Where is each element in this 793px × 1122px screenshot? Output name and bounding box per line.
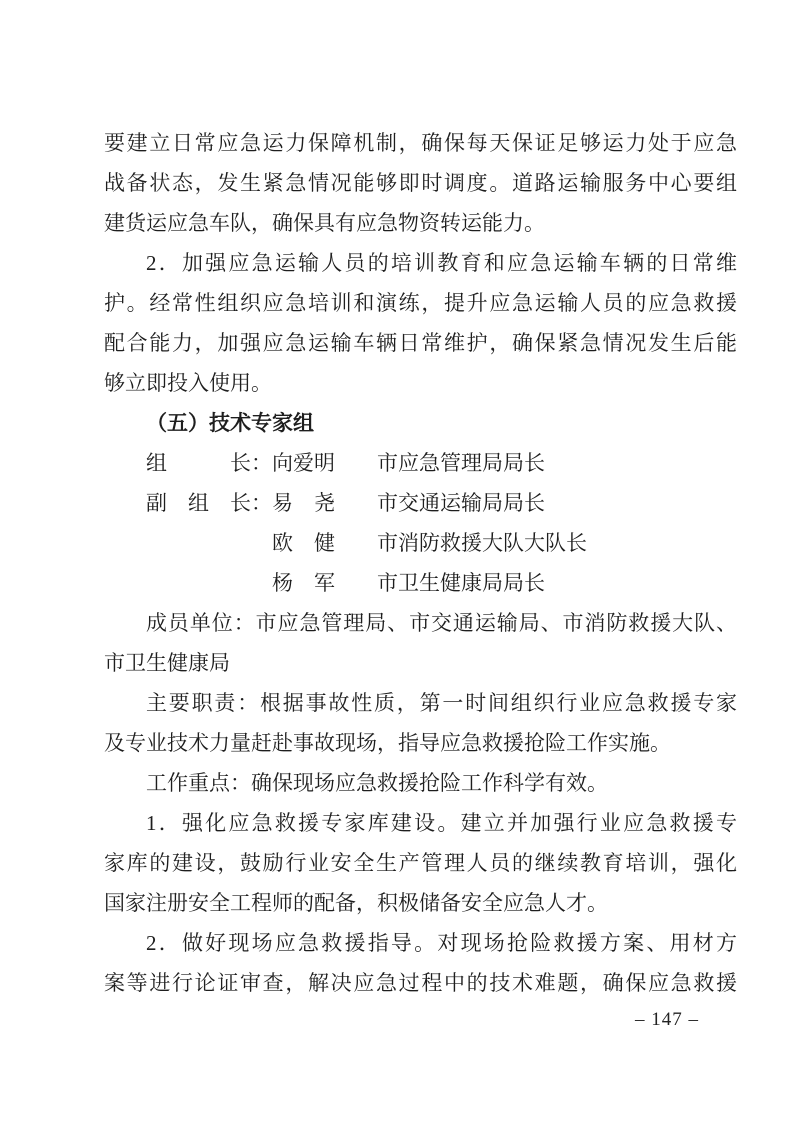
text-line: 战备状态，发生紧急情况能够即时调度。道路运输服务中心要组	[104, 171, 737, 195]
text-line: 工作重点：确保现场应急救援抢险工作科学有效。	[146, 771, 608, 795]
text-line: 建货运应急车队，确保具有应急物资转运能力。	[104, 211, 545, 235]
text-line: 国家注册安全工程师的配备，积极储备安全应急人才。	[104, 891, 608, 915]
text-line: 市卫生健康局	[104, 651, 230, 675]
text-line: 杨 军 市卫生健康局局长	[146, 571, 545, 595]
text-line: 2．做好现场应急救援指导。对现场抢险救援方案、用材方	[146, 931, 737, 955]
text-block	[104, 123, 737, 1003]
text-line: 主要职责：根据事故性质，第一时间组织行业应急救援专家	[146, 691, 737, 715]
text-line: 1．强化应急救援专家库建设。建立并加强行业应急救援专	[146, 811, 737, 835]
text-line: 欧 健 市消防救援大队大队长	[146, 531, 587, 555]
text-line: 护。经常性组织应急培训和演练，提升应急运输人员的应急救援	[104, 291, 737, 315]
page-number: – 147 –	[635, 1009, 699, 1030]
text-line: 配合能力，加强应急运输车辆日常维护，确保紧急情况发生后能	[104, 331, 737, 355]
text-line: 副 组 长：易 尧 市交通运输局局长	[146, 491, 545, 515]
text-line: 家库的建设，鼓励行业安全生产管理人员的继续教育培训，强化	[104, 851, 737, 875]
text-line: （五）技术专家组	[146, 411, 314, 435]
text-line: 成员单位：市应急管理局、市交通运输局、市消防救援大队、	[146, 611, 737, 635]
text-line: 2．加强应急运输人员的培训教育和应急运输车辆的日常维	[146, 251, 737, 275]
text-line: 够立即投入使用。	[104, 371, 272, 395]
text-line: 组 长：向爱明 市应急管理局局长	[146, 451, 545, 475]
text-line: 及专业技术力量赶赴事故现场，指导应急救援抢险工作实施。	[104, 731, 671, 755]
text-line: 要建立日常应急运力保障机制，确保每天保证足够运力处于应急	[104, 131, 737, 155]
text-line: 案等进行论证审查，解决应急过程中的技术难题，确保应急救援	[104, 971, 737, 995]
